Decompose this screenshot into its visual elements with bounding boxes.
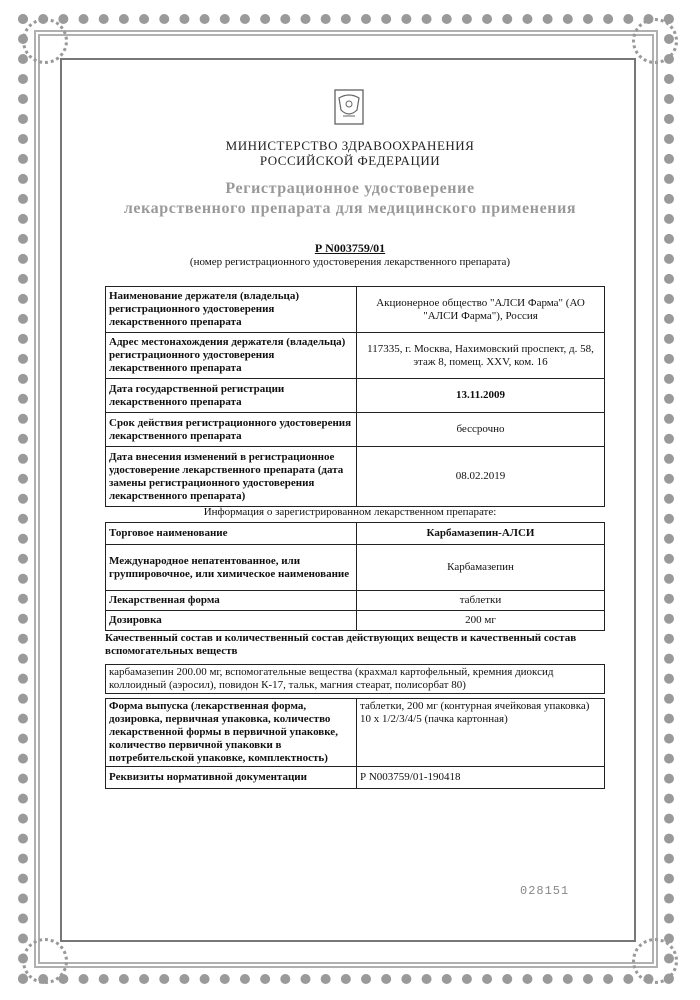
corner-ornament — [632, 938, 678, 984]
trade-name-label: Торговое наименование — [106, 523, 357, 545]
coat-of-arms-icon — [333, 88, 365, 126]
normative-docs-value: Р N003759/01-190418 — [357, 767, 605, 789]
table-row — [106, 523, 605, 545]
corner-ornament — [632, 18, 678, 64]
table-row — [106, 767, 605, 789]
change-date-value: 08.02.2019 — [357, 447, 605, 507]
document-heading-line2: лекарственного препарата для медицинского применения — [123, 200, 577, 217]
table-row — [106, 611, 605, 631]
inn-value: Карбамазепин — [357, 545, 605, 591]
registration-date-label: Дата государственной регистрации лекарственного препарата — [106, 379, 357, 413]
document-heading-line1: Регистрационное удостоверение — [225, 180, 475, 197]
composition-heading: Качественный состав и количественный состав действующих веществ и качественный состав вспомогательных веществ — [105, 632, 577, 657]
corner-ornament — [22, 18, 68, 64]
table-row — [106, 413, 605, 447]
corner-ornament — [22, 938, 68, 984]
registration-number: Р N003759/01 — [314, 241, 386, 255]
table-row — [106, 545, 605, 591]
change-date-label: Дата внесения изменений в регистрационное удостоверение лекарственного препарата (дата замены регистрационного удостоверения лекарственного препарата) — [106, 447, 357, 507]
composition-text: карбамазепин 200.00 мг, вспомогательные вещества (крахмал картофельный, кремния диоксид коллоидный (аэросил), повидон К-17, тальк, магния стеарат, полисорбат 80) — [105, 664, 605, 694]
form-serial-number: 028151 — [520, 884, 570, 898]
holder-address-value: 117335, г. Москва, Нахимовский проспект, д. 58, этаж 8, помещ. XXV, ком. 16 — [357, 333, 605, 379]
release-form-value: таблетки, 200 мг (контурная ячейковая упаковка) 10 x 1/2/3/4/5 (пачка картонная) — [357, 699, 605, 767]
trade-name-value: Карбамазепин-АЛСИ — [357, 523, 605, 545]
holder-info-table — [105, 286, 605, 507]
dosage-form-value: таблетки — [357, 591, 605, 611]
release-form-label: Форма выпуска (лекарственная форма, дозировка, первичная упаковка, количество лекарственной формы в первичной упаковке, количество первичной упаковки в потребительской упаковке, комплектность) — [106, 699, 357, 767]
normative-docs-label: Реквизиты нормативной документации — [106, 767, 357, 789]
ministry-name-line1: МИНИСТЕРСТВО ЗДРАВООХРАНЕНИЯ — [225, 138, 475, 153]
drug-info-table — [105, 522, 605, 631]
dosage-value: 200 мг — [357, 611, 605, 631]
holder-address-label: Адрес местонахождения держателя (владельца) регистрационного удостоверения лекарственного препарата — [106, 333, 357, 379]
table-row — [106, 333, 605, 379]
table-row — [106, 287, 605, 333]
table-row — [106, 379, 605, 413]
validity-label: Срок действия регистрационного удостоверения лекарственного препарата — [106, 413, 357, 447]
table-row — [106, 591, 605, 611]
drug-info-heading: Информация о зарегистрированном лекарственном препарате: — [203, 506, 497, 518]
holder-name-label: Наименование держателя (владельца) регистрационного удостоверения лекарственного препарата — [106, 287, 357, 333]
dosage-label: Дозировка — [106, 611, 357, 631]
holder-name-value: Акционерное общество "АЛСИ Фарма" (АО "АЛСИ Фарма"), Россия — [357, 287, 605, 333]
release-form-table — [105, 698, 605, 789]
validity-value: бессрочно — [357, 413, 605, 447]
table-row — [106, 447, 605, 507]
dosage-form-label: Лекарственная форма — [106, 591, 357, 611]
table-row — [106, 699, 605, 767]
ministry-name-line2: РОССИЙСКОЙ ФЕДЕРАЦИИ — [259, 153, 441, 168]
registration-date-value: 13.11.2009 — [357, 379, 605, 413]
registration-number-note: (номер регистрационного удостоверения лекарственного препарата) — [189, 256, 511, 268]
inn-label: Международное непатентованное, или группировочное, или химическое наименование — [106, 545, 357, 591]
